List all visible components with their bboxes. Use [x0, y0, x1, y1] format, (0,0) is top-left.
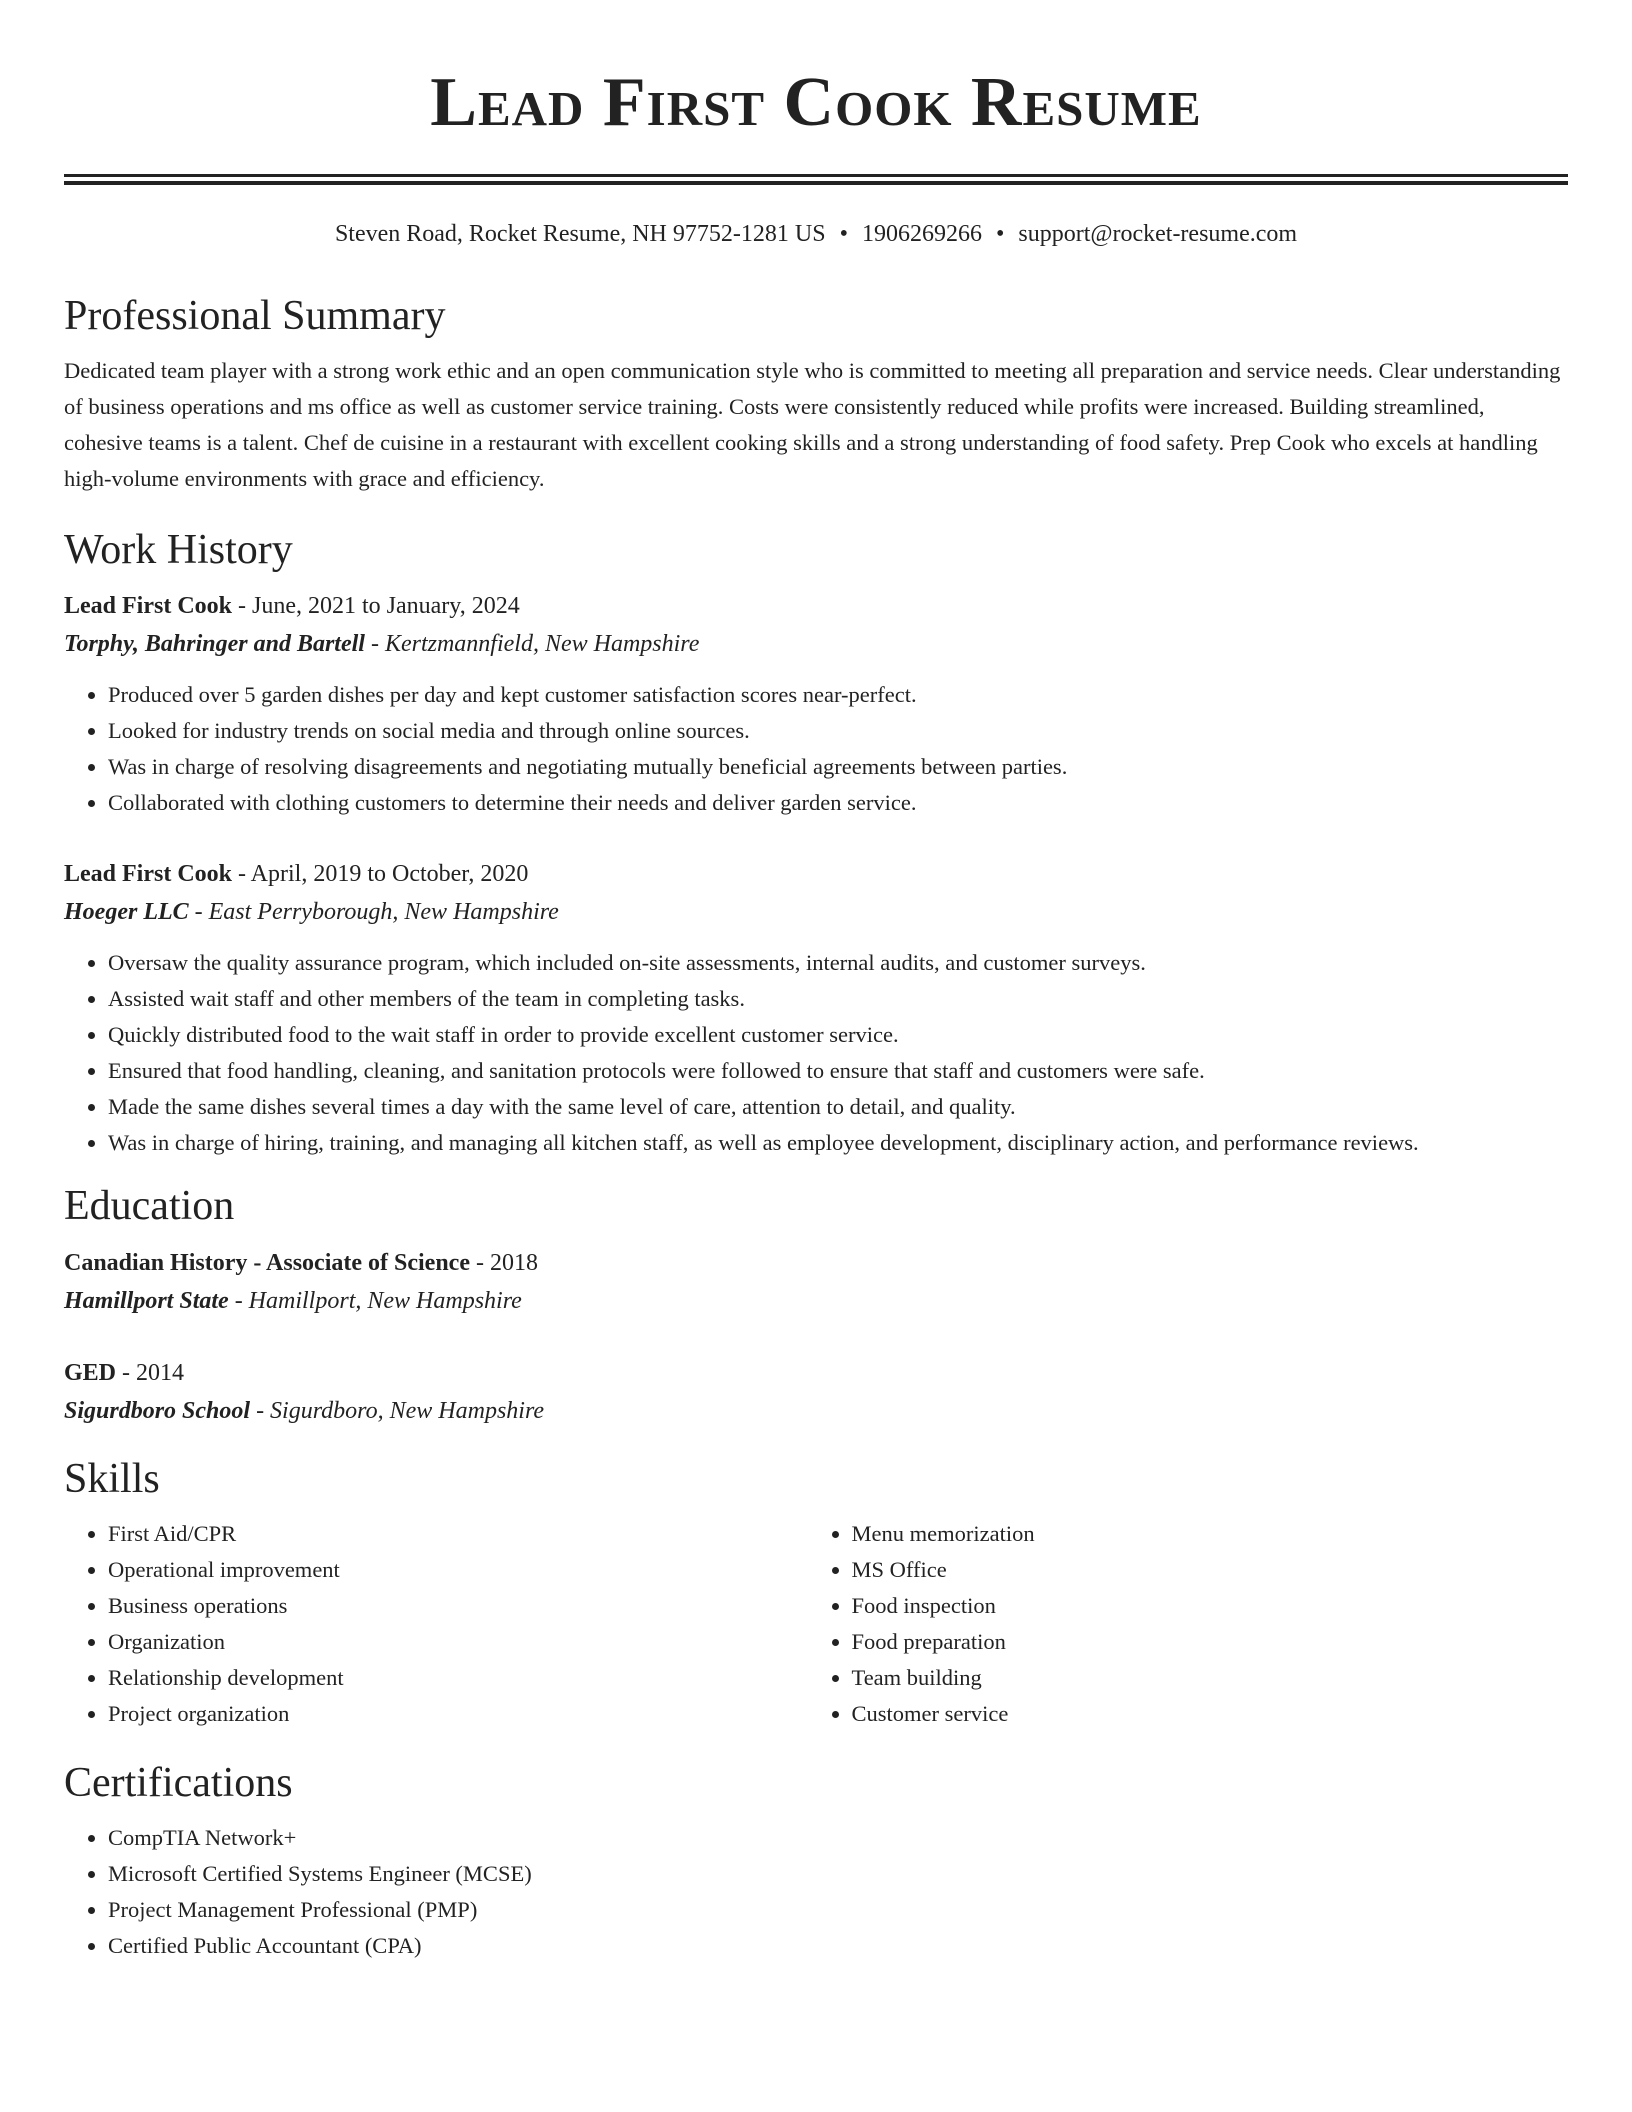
job-entry	[64, 587, 1568, 821]
list-item: • Oversaw the quality assurance program, which included on-site assessments, internal audits, and customer surveys.	[108, 945, 1568, 981]
education-degree: GED	[64, 1359, 117, 1386]
contact-separator: •	[995, 221, 1005, 247]
list-item: • Was in charge of hiring, training, and managing all kitchen staff, as well as employee development, disciplinary action, and performance reviews.	[108, 1125, 1568, 1161]
skills-section	[64, 1456, 1568, 1732]
education-header	[64, 1354, 1568, 1392]
job-employer	[64, 893, 1568, 931]
list-item: • Project Management Professional (PMP)	[108, 1892, 1568, 1928]
list-item: • Food inspection	[852, 1588, 1568, 1624]
job-duties-list	[64, 677, 1568, 821]
skills-list-right	[808, 1516, 1568, 1732]
work-history-section	[64, 527, 1568, 1161]
list-item: • Microsoft Certified Systems Engineer (MCSE)	[108, 1856, 1568, 1892]
education-year: - 2014	[116, 1359, 185, 1386]
job-company: Torphy, Bahringer and Bartell	[64, 631, 365, 658]
education-header	[64, 1244, 1568, 1282]
list-item: • Quickly distributed food to the wait staff in order to provide excellent customer service.	[108, 1017, 1568, 1053]
education-school-line	[64, 1282, 1568, 1320]
list-item: • Collaborated with clothing customers to determine their needs and deliver garden service.	[108, 785, 1568, 821]
education-degree: Canadian History - Associate of Science	[64, 1249, 470, 1276]
education-school: Hamillport State	[64, 1287, 229, 1314]
contact-line	[64, 219, 1568, 249]
education-location: - Hamillport, New Hampshire	[228, 1287, 522, 1314]
job-title: Lead First Cook	[64, 593, 232, 620]
list-item: • Menu memorization	[852, 1516, 1568, 1552]
list-item: • Operational improvement	[108, 1552, 808, 1588]
certifications-list	[64, 1820, 1568, 1964]
job-header	[64, 855, 1568, 893]
contact-email: support@rocket-resume.com	[1018, 221, 1298, 247]
contact-separator: •	[839, 221, 848, 247]
list-item: • Assisted wait staff and other members of the team in completing tasks.	[108, 981, 1568, 1017]
skills-columns	[64, 1516, 1568, 1732]
job-header	[64, 587, 1568, 625]
work-history-heading: Work History	[64, 527, 293, 574]
list-item: • Produced over 5 garden dishes per day and kept customer satisfaction scores near-perfect.	[108, 677, 1568, 713]
summary-text: Dedicated team player with a strong work ethic and an open communication style who is committed to meeting all preparation and service needs. Clear understanding of business operations and ms office as well as customer service training. Costs were consistently reduced while profits were increased. Building streamlined, cohesive teams is a talent. Chef de cuisine in a restaurant with excellent cooking skills and a strong understanding of food safety. Prep Cook who excels at handling high-volume environments with grace and efficiency.	[64, 358, 1561, 492]
list-item: • Organization	[108, 1624, 808, 1660]
title-divider	[64, 174, 1568, 185]
list-item: • CompTIA Network+	[108, 1820, 1568, 1856]
job-company: Hoeger LLC	[64, 899, 189, 926]
education-year: - 2018	[469, 1249, 538, 1276]
education-section	[64, 1183, 1568, 1429]
skills-heading: Skills	[64, 1455, 160, 1502]
job-title: Lead First Cook	[64, 861, 232, 888]
contact-address: Steven Road, Rocket Resume, NH 97752-1281 US	[334, 221, 826, 247]
job-location: - Kertzmannfield, New Hampshire	[364, 631, 700, 658]
list-item: • First Aid/CPR	[108, 1516, 808, 1552]
resume-title: Lead First Cook Resume	[430, 64, 1202, 141]
job-employer	[64, 625, 1568, 663]
list-item: • Made the same dishes several times a day with the same level of care, attention to detail, and quality.	[108, 1089, 1568, 1125]
list-item: • Looked for industry trends on social media and through online sources.	[108, 713, 1568, 749]
list-item: • Project organization	[108, 1696, 808, 1732]
list-item: • Food preparation	[852, 1624, 1568, 1660]
job-dates: - April, 2019 to October, 2020	[232, 861, 529, 888]
education-location: - Sigurdboro, New Hampshire	[250, 1397, 545, 1424]
education-entry	[64, 1354, 1568, 1430]
education-entry	[64, 1244, 1568, 1320]
contact-phone: 1906269266	[861, 221, 982, 247]
list-item: • Team building	[852, 1660, 1568, 1696]
list-item: • Was in charge of resolving disagreements and negotiating mutually beneficial agreements between parties.	[108, 749, 1568, 785]
summary-section	[64, 293, 1568, 497]
job-entry	[64, 855, 1568, 1161]
list-item: • Business operations	[108, 1588, 808, 1624]
list-item: • Relationship development	[108, 1660, 808, 1696]
list-item: • Ensured that food handling, cleaning, and sanitation protocols were followed to ensure that staff and customers were safe.	[108, 1053, 1568, 1089]
education-heading: Education	[64, 1183, 235, 1230]
list-item: • Certified Public Accountant (CPA)	[108, 1928, 1568, 1964]
certifications-heading: Certifications	[64, 1759, 293, 1806]
education-school-line	[64, 1392, 1568, 1430]
list-item: • Customer service	[852, 1696, 1568, 1732]
job-dates: - June, 2021 to January, 2024	[232, 593, 520, 620]
skills-list-left	[64, 1516, 808, 1732]
list-item: • MS Office	[852, 1552, 1568, 1588]
education-school: Sigurdboro School	[64, 1397, 251, 1424]
job-location: - East Perryborough, New Hampshire	[188, 899, 559, 926]
certifications-section	[64, 1760, 1568, 1964]
summary-heading: Professional Summary	[64, 293, 446, 339]
job-duties-list	[64, 945, 1568, 1161]
